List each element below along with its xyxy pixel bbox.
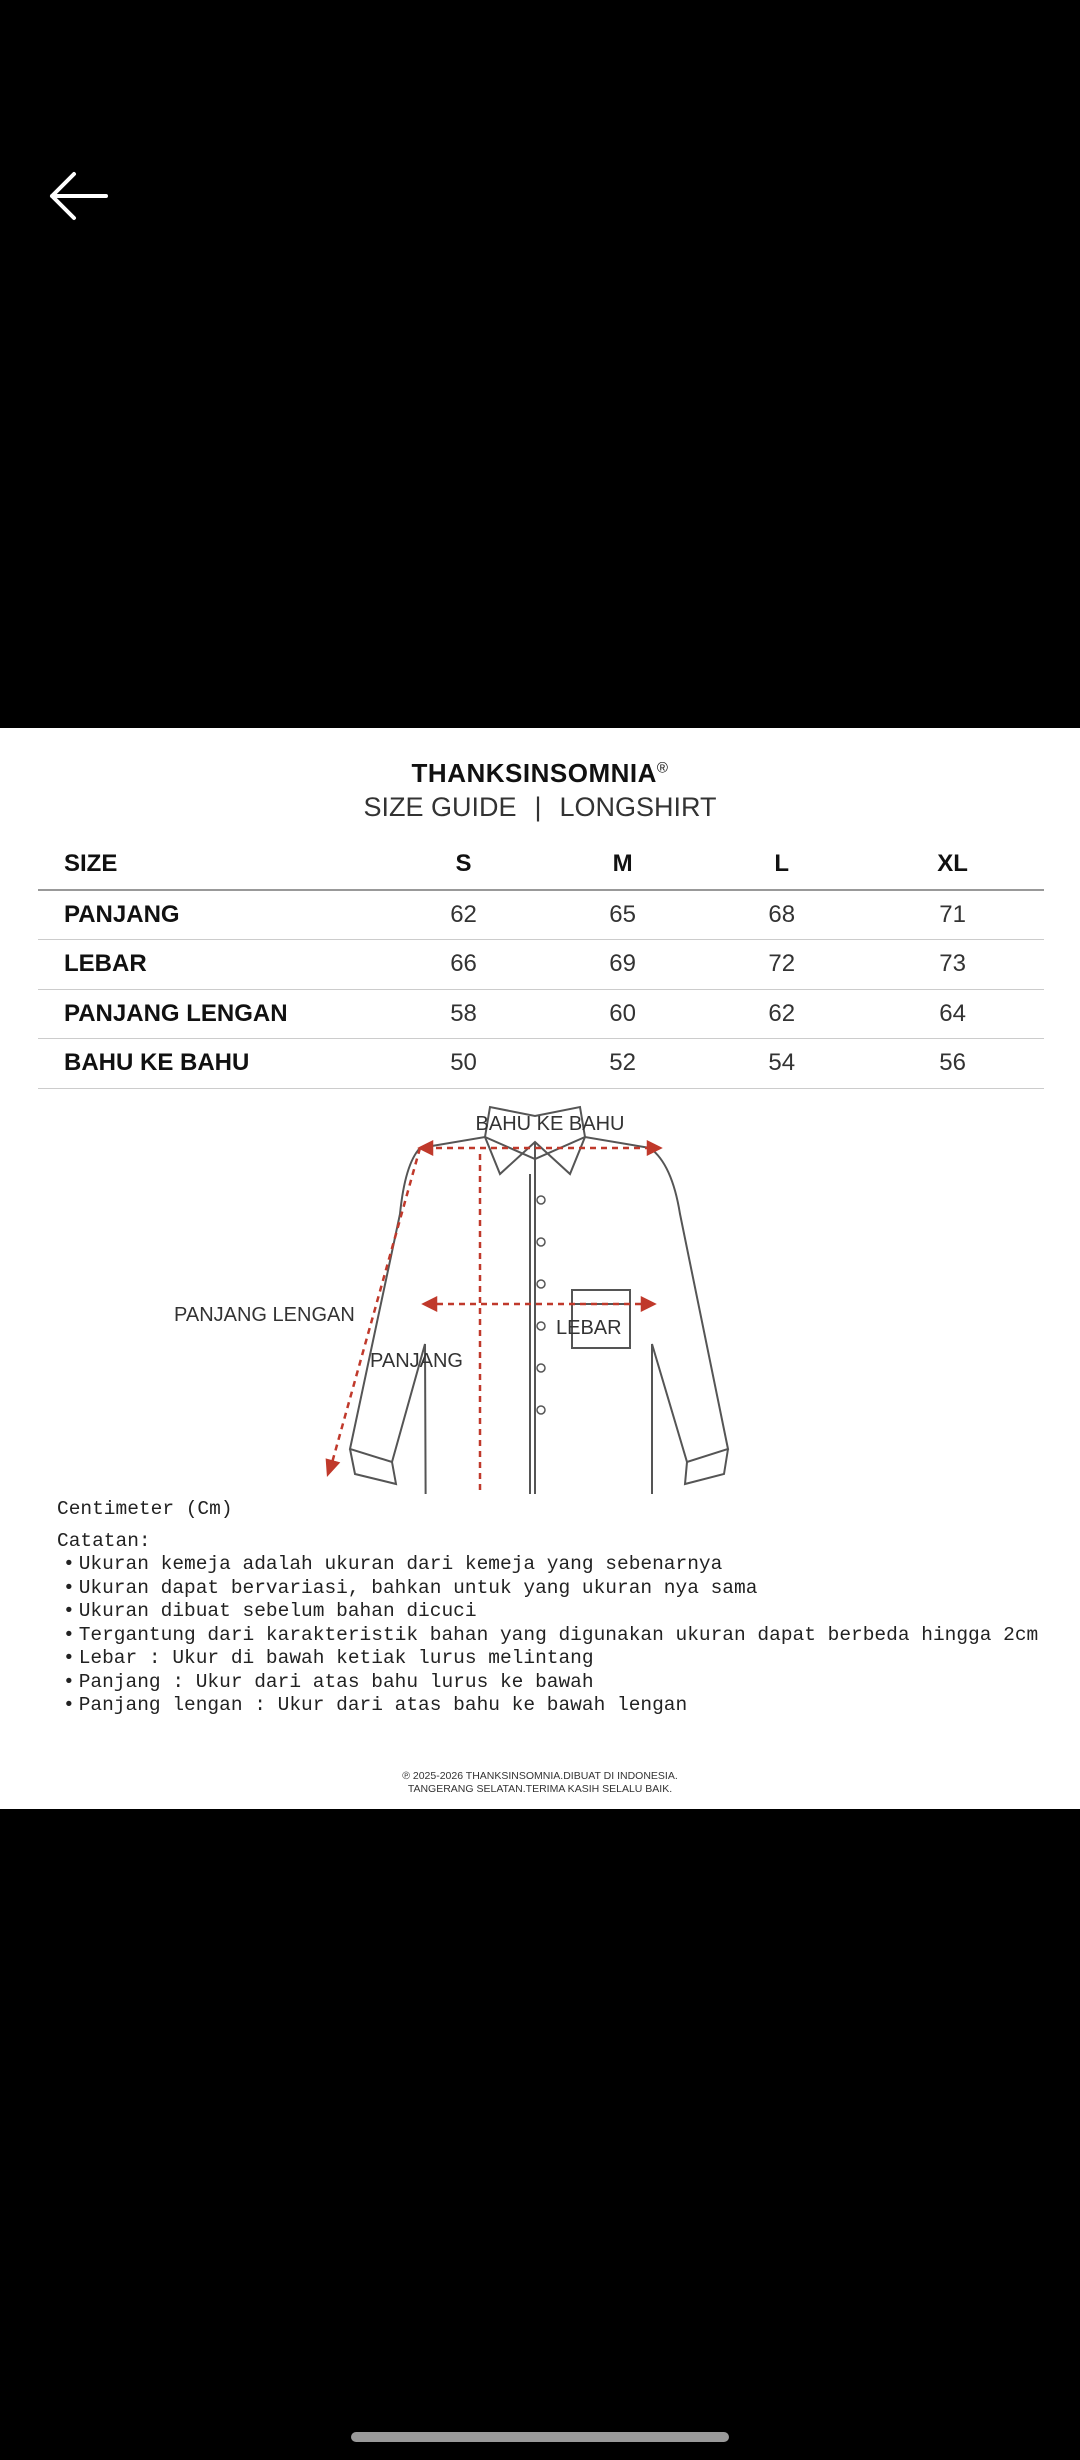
label-sleeve: PANJANG LENGAN bbox=[174, 1304, 355, 1326]
table-row bbox=[38, 940, 1044, 990]
cell-value: 50 bbox=[384, 1039, 543, 1089]
cell-value: 60 bbox=[543, 989, 702, 1039]
header-xl: XL bbox=[861, 840, 1044, 890]
note-item: • Ukuran dibuat sebelum bahan dicuci bbox=[63, 1600, 1038, 1624]
notes-list bbox=[57, 1553, 1038, 1718]
cell-value: 62 bbox=[384, 890, 543, 940]
footer-line: ℗ 2025-2026 THANKSINSOMNIA.DIBUAT DI INDONESIA. bbox=[402, 1770, 678, 1782]
row-label: PANJANG bbox=[38, 890, 384, 940]
label-width: LEBAR bbox=[556, 1317, 622, 1339]
row-label: BAHU KE BAHU bbox=[38, 1039, 384, 1089]
label-shoulder: BAHU KE BAHU bbox=[475, 1113, 625, 1135]
unit-label: Centimeter (Cm) bbox=[57, 1498, 233, 1520]
cell-value: 54 bbox=[702, 1039, 861, 1089]
cell-value: 66 bbox=[384, 940, 543, 990]
cell-value: 58 bbox=[384, 989, 543, 1039]
table-row bbox=[38, 989, 1044, 1039]
cell-value: 56 bbox=[861, 1039, 1044, 1089]
home-indicator[interactable] bbox=[351, 2432, 729, 2442]
header-l: L bbox=[702, 840, 861, 890]
footer-copyright bbox=[0, 1770, 1080, 1796]
label-length: PANJANG bbox=[370, 1350, 463, 1372]
notes-block bbox=[57, 1498, 1038, 1718]
cell-value: 72 bbox=[702, 940, 861, 990]
cell-value: 73 bbox=[861, 940, 1044, 990]
cell-value: 71 bbox=[861, 890, 1044, 940]
title-divider: | bbox=[534, 792, 542, 822]
note-item: • Ukuran dapat bervariasi, bahkan untuk yang ukuran nya sama bbox=[63, 1577, 1038, 1601]
header-m: M bbox=[543, 840, 702, 890]
guide-title: SIZE GUIDE bbox=[363, 792, 517, 822]
size-guide-image[interactable] bbox=[0, 728, 1080, 1809]
table-header-row bbox=[38, 840, 1044, 890]
cell-value: 62 bbox=[702, 989, 861, 1039]
notes-title: Catatan: bbox=[57, 1529, 151, 1552]
cell-value: 65 bbox=[543, 890, 702, 940]
note-item: • Panjang : Ukur dari atas bahu lurus ke bawah bbox=[63, 1671, 1038, 1695]
product-name: LONGSHIRT bbox=[559, 792, 717, 822]
note-item: • Lebar : Ukur di bawah ketiak lurus melintang bbox=[63, 1647, 1038, 1671]
header-size: SIZE bbox=[38, 840, 384, 890]
shirt-diagram bbox=[0, 1104, 1080, 1494]
row-label: PANJANG LENGAN bbox=[38, 989, 384, 1039]
shirt-outline-icon bbox=[350, 1107, 728, 1494]
brand-logo bbox=[0, 758, 1080, 789]
footer-line: TANGERANG SELATAN.TERIMA KASIH SELALU BAIK. bbox=[407, 1783, 673, 1795]
table-row bbox=[38, 890, 1044, 940]
arrow-left-icon bbox=[44, 166, 114, 226]
cell-value: 64 bbox=[861, 989, 1044, 1039]
cell-value: 68 bbox=[702, 890, 861, 940]
brand-name: THANKSINSOMNIA bbox=[411, 758, 657, 788]
size-table bbox=[38, 840, 1044, 1089]
subtitle bbox=[0, 792, 1080, 823]
note-item: • Tergantung dari karakteristik bahan yang digunakan ukuran dapat berbeda hingga 2cm bbox=[63, 1624, 1038, 1648]
cell-value: 69 bbox=[543, 940, 702, 990]
header-s: S bbox=[384, 840, 543, 890]
row-label: LEBAR bbox=[38, 940, 384, 990]
table-row bbox=[38, 1039, 1044, 1089]
back-button[interactable] bbox=[44, 166, 114, 226]
note-item: • Panjang lengan : Ukur dari atas bahu ke bawah lengan bbox=[63, 1694, 1038, 1718]
cell-value: 52 bbox=[543, 1039, 702, 1089]
note-item: • Ukuran kemeja adalah ukuran dari kemeja yang sebenarnya bbox=[63, 1553, 1038, 1577]
registered-mark: ® bbox=[656, 759, 669, 777]
